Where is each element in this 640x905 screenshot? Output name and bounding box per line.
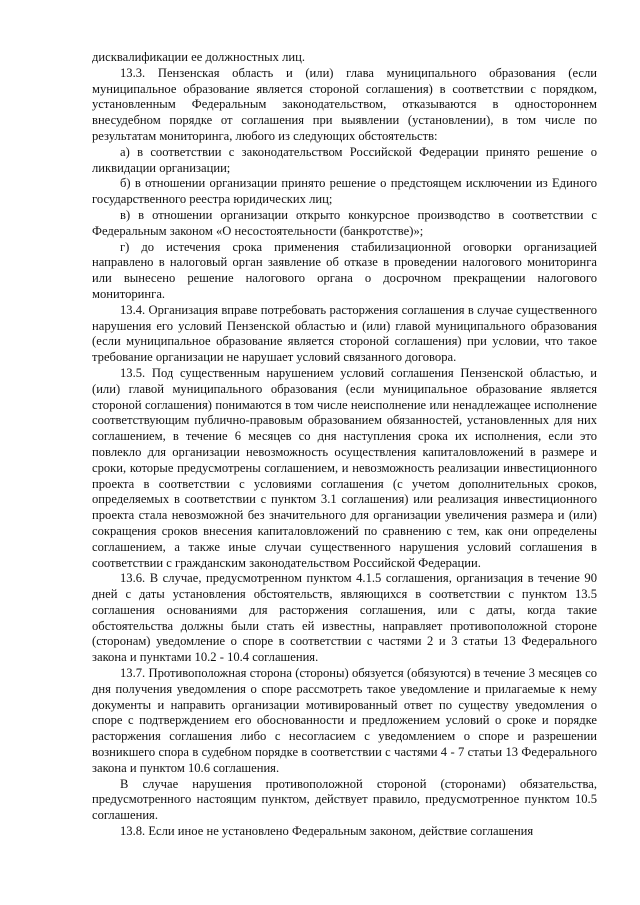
paragraph-13-3-b: б) в отношении организации принято решение о предстоящем исключении из Единого государственного реестра юридических лиц;	[92, 176, 597, 207]
paragraph-13-3-g: г) до истечения срока применения стабилизационной оговорки организацией направлено в налоговый орган заявление об отказе в проведении налогового мониторинга или вынесено решение налогового органа о досрочном прекращении налогового мониторинга.	[92, 239, 597, 301]
paragraph-13-3: 13.3. Пензенская область и (или) глава муниципального образования (если муниципальное образование является стороной соглашения) в соответствии с порядком, установленным Федеральным законодательством, отказываются в одностороннем внесудебном порядке от соглашения при выявлении (установлении), в том числе по результатам мониторинга, любого из следующих обстоятельств:	[92, 65, 597, 143]
paragraph-13-5: 13.5. Под существенным нарушением условий соглашения Пензенской областью, и (или) главой муниципального образования (если муниципальное образование является стороной соглашения) понимаются в том числе неисполнение или ненадлежащее исполнение соответствующим публично-правовым образованием обязанностей, установленных для них соглашением, в течение 6 месяцев со дня наступления срока их исполнения, если это повлекло для организации невозможность осуществления капиталовложений в размере и сроки, которые предусмотрены соглашением, и невозможность реализации инвестиционного проекта в соответствии с условиями соглашения (с учетом дополнительных сроков, определяемых в соответствии с пунктом 3.1 соглашения) или реализация инвестиционного проекта стала невозможной без значительного для организации увеличения размера и (или) сокращения сроков внесения капиталовложений по сравнению с тем, как они определены соглашением, а также иные случаи существенного нарушения условий соглашения в соответствии с гражданским законодательством Российской Федерации.	[92, 365, 597, 570]
paragraph-continuation: дисквалификации ее должностных лиц.	[92, 50, 305, 64]
document-page	[92, 50, 597, 840]
paragraph-13-7-violation: В случае нарушения противоположной стороной (сторонами) обязательства, предусмотренного настоящим пунктом, действует правило, предусмотренное пунктом 10.5 соглашения.	[92, 776, 597, 823]
paragraph-13-7: 13.7. Противоположная сторона (стороны) обязуется (обязуются) в течение 3 месяцев со дня получения уведомления о споре рассмотреть такое уведомление и прилагаемые к нему документы и направить организации мотивированный ответ по существу уведомления о споре с подтверждением его обоснованности и предложением условий о сроке и порядке расторжения соглашения либо с несогласием с уведомлением о споре и разрешении возникшего спора в судебном порядке в соответствии с частями 4 - 7 статьи 13 Федерального закона и пунктом 10.6 соглашения.	[92, 666, 597, 775]
paragraph-13-3-v: в) в отношении организации открыто конкурсное производство в соответствии с Федеральным законом «О несостоятельности (банкротстве)»;	[92, 207, 597, 238]
paragraph-13-8: 13.8. Если иное не установлено Федеральным законом, действие соглашения	[120, 824, 534, 839]
paragraph-13-6: 13.6. В случае, предусмотренном пунктом 4.1.5 соглашения, организация в течение 90 дней с даты установления обстоятельств, являющихся в соответствии с пунктом 13.5 соглашения основаниями для расторжения соглашения, или с даты, когда такие обстоятельства должны были стать ей известны, направляет противоположной стороне (сторонам) уведомление о споре в соответствии с частями 2 и 3 статьи 13 Федерального закона и пунктами 10.2 - 10.4 соглашения.	[92, 571, 597, 665]
paragraph-13-4: 13.4. Организация вправе потребовать расторжения соглашения в случае существенного нарушения его условий Пензенской областью и (или) главой муниципального образования (если муниципальное образование является стороной соглашения) при условии, что такое требование организации не нарушает условий связанного договора.	[92, 302, 597, 365]
paragraph-13-3-a: а) в соответствии с законодательством Российской Федерации принято решение о ликвидации организации;	[92, 144, 597, 175]
